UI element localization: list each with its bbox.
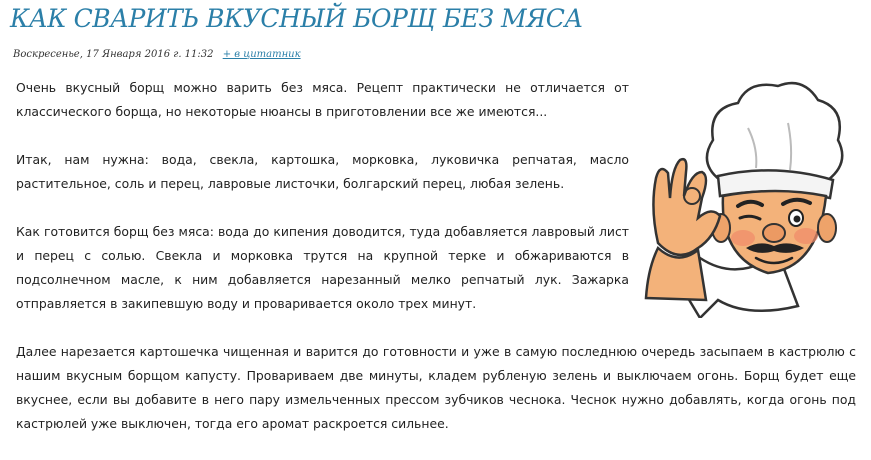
- post-title: КАК СВАРИТЬ ВКУСНЫЙ БОРЩ БЕЗ МЯСА: [10, 4, 583, 33]
- add-to-quotes-link[interactable]: + в цитатник: [222, 49, 301, 60]
- paragraph-intro: Очень вкусный борщ можно варить без мяса. Рецепт практически не отличается от классического борща, но некоторые нюансы в приготовлении все же имеются...: [16, 80, 629, 119]
- paragraph-ingredients: Итак, нам нужна: вода, свекла, картошка, морковка, луковичка репчатая, масло растительное, соль и перец, лавровые листочки, болгарский перец, любая зелень.: [16, 152, 629, 191]
- paragraph-finish: Далее нарезается картошечка чищенная и варится до готовности и уже в самую последнюю очередь засыпаем в кастрюлю с нашим вкусным борщом капусту. Провариваем две минуты, кладем рубленую зелень и выключаем огонь. Борщ будет еще вкуснее, если вы добавите в него пару измельченных прессом зубчиков чеснока. Чеснок нужно добавлять, когда огонь под кастрюлей уже выключен, тогда его аромат раскроется сильнее.: [16, 344, 856, 431]
- post-meta: [13, 49, 301, 60]
- paragraph-cooking: Как готовится борщ без мяса: вода до кипения доводится, туда добавляется лавровый лист и перец с солью. Свекла и морковка трутся на крупной терке и обжариваются в подсолнечном масле, к ним добавляется нарезанный мелко репчатый лук. Зажарка отправляется в закипевшую воду и проваривается около трех минут.: [16, 224, 629, 311]
- post-date: Воскресенье, 17 Января 2016 г. 11:32: [13, 49, 214, 60]
- chef-okay-gesture-icon: [628, 68, 853, 318]
